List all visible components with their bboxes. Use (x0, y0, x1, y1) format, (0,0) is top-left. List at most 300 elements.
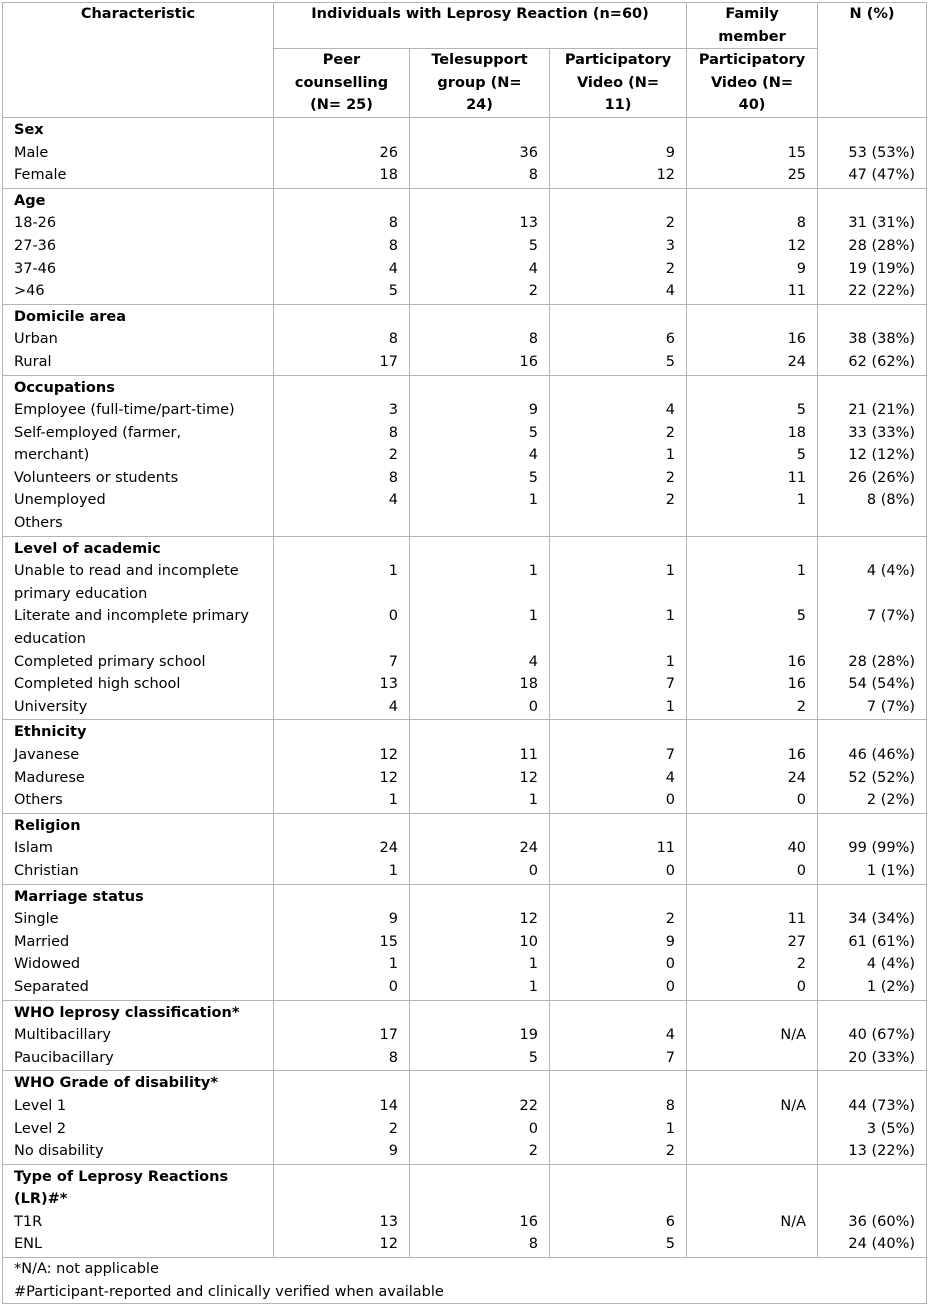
value: 7 (7%) (866, 698, 916, 715)
value: 0 (388, 608, 398, 625)
spacer (421, 1002, 538, 1025)
row-label: Literate and incomplete primary (14, 608, 249, 625)
footnote: *N/A: not applicable (14, 1261, 159, 1278)
header-participatory-video (550, 49, 687, 118)
value: 1 (528, 608, 538, 625)
section-9 (3, 1071, 927, 1164)
section-title: (LR)#* (14, 1191, 68, 1208)
spacer (561, 306, 675, 329)
value: 36 (60%) (848, 1213, 916, 1230)
telesupport-cell (410, 1071, 550, 1164)
characteristic-cell (3, 536, 274, 720)
spacer (698, 815, 806, 838)
value: 21 (21%) (848, 402, 916, 419)
value: 8 (528, 331, 538, 348)
spacer (829, 1002, 915, 1025)
value: 47 (47%) (848, 167, 916, 184)
spacer (829, 119, 915, 142)
n-pct-cell (818, 813, 927, 884)
row-label: Level 2 (14, 1120, 67, 1137)
row-label: Female (14, 167, 67, 184)
spacer (561, 1166, 675, 1189)
value: 33 (33%) (848, 424, 916, 441)
section-8 (3, 1000, 927, 1071)
value: 16 (519, 1213, 538, 1230)
n-pct-cell (818, 304, 927, 375)
spacer (285, 377, 398, 400)
value (561, 628, 675, 651)
value: 4 (4%) (866, 956, 916, 973)
spacer (698, 119, 806, 142)
section-0 (3, 117, 927, 188)
header-family-participatory-video (687, 49, 818, 118)
row-label: Paucibacillary (14, 1049, 114, 1066)
value: 6 (665, 1213, 676, 1230)
header-lr-group: Individuals with Leprosy Reaction (n=60) (274, 3, 687, 49)
spacer (421, 119, 538, 142)
value: 1 (796, 492, 807, 509)
participatory-video-cell (550, 1071, 687, 1164)
row-label: Completed high school (14, 676, 181, 693)
family-cell (687, 1164, 818, 1257)
value (829, 512, 915, 535)
value: 40 (67%) (848, 1027, 916, 1044)
characteristic-cell (3, 375, 274, 536)
spacer (829, 886, 915, 909)
characteristics-table (2, 2, 927, 1304)
row-label: merchant) (14, 447, 90, 464)
value: 1 (665, 698, 676, 715)
value: 9 (796, 260, 807, 277)
value: 36 (519, 144, 538, 161)
value: 22 (519, 1097, 538, 1114)
value: 1 (2%) (866, 978, 916, 995)
value: 2 (665, 1143, 676, 1160)
value (285, 512, 398, 535)
spacer (829, 1072, 915, 1095)
value (421, 583, 538, 606)
spacer (561, 377, 675, 400)
row-label: primary education (14, 585, 148, 602)
value: 4 (388, 260, 398, 277)
row-label: Unable to read and incomplete (14, 563, 239, 580)
value: 24 (519, 840, 538, 857)
row-label: Christian (14, 862, 79, 879)
value: 99 (99%) (848, 840, 916, 857)
value: 2 (665, 260, 676, 277)
row-label: Volunteers or students (14, 469, 179, 486)
value: N/A (780, 1027, 807, 1044)
section-10 (3, 1164, 927, 1257)
header-sub-text: Peer counselling (N= 25) (294, 52, 389, 114)
telesupport-cell (410, 117, 550, 188)
telesupport-cell (410, 1164, 550, 1257)
value: 2 (665, 424, 676, 441)
value: N/A (780, 1097, 807, 1114)
value: 1 (388, 862, 398, 879)
value: 16 (787, 331, 807, 348)
peer-counselling-cell (274, 188, 410, 304)
row-label: Unemployed (14, 492, 106, 509)
spacer (829, 538, 915, 561)
peer-counselling-cell (274, 536, 410, 720)
spacer (698, 1188, 806, 1211)
value: 1 (528, 978, 538, 995)
spacer (561, 190, 675, 213)
value: 44 (73%) (848, 1097, 916, 1114)
section-4 (3, 536, 927, 720)
value: 4 (665, 402, 676, 419)
value (698, 512, 806, 535)
value: N/A (780, 1213, 807, 1230)
row-label: Married (14, 933, 70, 950)
value: 9 (665, 933, 676, 950)
telesupport-cell (410, 720, 550, 813)
value: 5 (528, 469, 538, 486)
value: 31 (31%) (848, 215, 916, 232)
row-label: Urban (14, 331, 58, 348)
value: 19 (19%) (848, 260, 916, 277)
row-label: Widowed (14, 956, 81, 973)
value: 5 (665, 1236, 676, 1253)
value: 52 (52%) (848, 769, 916, 786)
spacer (698, 1072, 806, 1095)
section-1 (3, 188, 927, 304)
spacer (421, 886, 538, 909)
participatory-video-cell (550, 884, 687, 1000)
spacer (285, 119, 398, 142)
header-n-pct: N (%) (818, 3, 927, 118)
spacer (285, 886, 398, 909)
family-cell (687, 188, 818, 304)
value: 7 (388, 653, 398, 670)
value: 12 (519, 769, 538, 786)
value: 2 (528, 283, 538, 300)
n-pct-cell (818, 1000, 927, 1071)
peer-counselling-cell (274, 117, 410, 188)
value (561, 512, 675, 535)
spacer (561, 886, 675, 909)
characteristic-cell (3, 1000, 274, 1071)
header-telesupport (410, 49, 550, 118)
value: 11 (656, 840, 676, 857)
family-cell (687, 375, 818, 536)
characteristic-cell (3, 813, 274, 884)
participatory-video-cell (550, 188, 687, 304)
header-family-member-text: Family member (718, 6, 786, 45)
value (698, 1118, 806, 1141)
value: 0 (796, 862, 807, 879)
value: 5 (388, 283, 398, 300)
value: 8 (388, 1049, 398, 1066)
section-title: Sex (14, 121, 44, 138)
spacer (561, 1002, 675, 1025)
value: 8 (388, 331, 398, 348)
footnote: #Participant-reported and clinically verified when available (14, 1283, 444, 1300)
value (285, 628, 398, 651)
value (698, 1233, 806, 1256)
value: 5 (528, 1049, 538, 1066)
value: 18 (787, 424, 807, 441)
value: 1 (665, 563, 676, 580)
value (829, 628, 915, 651)
value: 27 (787, 933, 807, 950)
value (698, 1047, 806, 1070)
family-cell (687, 884, 818, 1000)
value: 7 (7%) (866, 608, 916, 625)
value: 38 (38%) (848, 331, 916, 348)
family-cell (687, 304, 818, 375)
value: 24 (787, 769, 807, 786)
characteristic-cell (3, 884, 274, 1000)
value: 1 (528, 956, 538, 973)
participatory-video-cell (550, 813, 687, 884)
value: 11 (787, 283, 807, 300)
value (421, 512, 538, 535)
value: 13 (22%) (848, 1143, 916, 1160)
family-cell (687, 1000, 818, 1071)
value (421, 628, 538, 651)
spacer (285, 815, 398, 838)
header-sub-text: Telesupport group (N= 24) (431, 52, 528, 114)
value: 1 (388, 956, 398, 973)
spacer (829, 815, 915, 838)
row-label: 18-26 (14, 215, 57, 232)
value (698, 1140, 806, 1163)
telesupport-cell (410, 304, 550, 375)
value: 26 (379, 144, 398, 161)
section-title: Type of Leprosy Reactions (14, 1168, 229, 1185)
value: 0 (665, 956, 676, 973)
row-label: No disability (14, 1143, 104, 1160)
value: 34 (34%) (848, 911, 916, 928)
spacer (561, 1188, 675, 1211)
value: 12 (379, 769, 398, 786)
spacer (421, 377, 538, 400)
spacer (285, 1072, 398, 1095)
value: 2 (665, 911, 676, 928)
value: 2 (388, 1120, 398, 1137)
value: 2 (665, 215, 676, 232)
row-label: 27-36 (14, 237, 57, 254)
spacer (285, 721, 398, 744)
telesupport-cell (410, 188, 550, 304)
value: 2 (665, 469, 676, 486)
value: 17 (379, 1027, 398, 1044)
value: 0 (528, 862, 538, 879)
peer-counselling-cell (274, 1071, 410, 1164)
value: 16 (787, 676, 807, 693)
section-title: Marriage status (14, 888, 144, 905)
peer-counselling-cell (274, 304, 410, 375)
section-title: Occupations (14, 379, 115, 396)
value (829, 583, 915, 606)
value: 2 (796, 698, 807, 715)
value: 8 (388, 215, 398, 232)
section-title: Domicile area (14, 308, 127, 325)
value: 12 (519, 911, 538, 928)
value: 5 (796, 447, 807, 464)
row-label: Completed primary school (14, 653, 206, 670)
value: 1 (665, 447, 676, 464)
value: 0 (528, 1120, 538, 1137)
value: 16 (519, 353, 538, 370)
value: 9 (528, 402, 538, 419)
value: 20 (33%) (848, 1049, 916, 1066)
header-sub-text: Participatory Video (N= 40) (698, 52, 806, 114)
value (698, 583, 806, 606)
value: 12 (656, 167, 676, 184)
row-label: Madurese (14, 769, 85, 786)
row-label: 37-46 (14, 260, 57, 277)
value: 1 (665, 608, 676, 625)
row-label: Single (14, 911, 59, 928)
value: 0 (388, 978, 398, 995)
value: 54 (54%) (848, 676, 916, 693)
value: 16 (787, 747, 807, 763)
value: 6 (665, 331, 676, 348)
characteristic-cell (3, 1071, 274, 1164)
row-label: education (14, 631, 86, 648)
participatory-video-cell (550, 117, 687, 188)
telesupport-cell (410, 1000, 550, 1071)
spacer (698, 1002, 806, 1025)
row-label: Others (14, 515, 63, 532)
value: 28 (28%) (848, 653, 916, 670)
section-3 (3, 375, 927, 536)
spacer (421, 1166, 538, 1189)
participatory-video-cell (550, 1000, 687, 1071)
value: 26 (26%) (848, 469, 916, 486)
spacer (561, 721, 675, 744)
value: 17 (379, 353, 398, 370)
value: 7 (665, 1049, 676, 1066)
peer-counselling-cell (274, 813, 410, 884)
value: 12 (379, 747, 398, 763)
row-label: Separated (14, 978, 89, 995)
value: 8 (796, 215, 807, 232)
n-pct-cell (818, 1164, 927, 1257)
spacer (698, 721, 806, 744)
telesupport-cell (410, 375, 550, 536)
spacer (829, 306, 915, 329)
telesupport-cell (410, 813, 550, 884)
value: 1 (1%) (866, 862, 916, 879)
value: 11 (787, 469, 807, 486)
telesupport-cell (410, 536, 550, 720)
value: 1 (388, 563, 398, 580)
value: 1 (665, 1120, 676, 1137)
value: 7 (665, 747, 676, 763)
n-pct-cell (818, 1071, 927, 1164)
value: 8 (528, 1236, 538, 1253)
value (698, 628, 806, 651)
value: 12 (12%) (848, 447, 916, 464)
value: 1 (388, 792, 398, 809)
spacer (829, 190, 915, 213)
value: 12 (787, 237, 807, 254)
value: 0 (796, 978, 807, 995)
value: 0 (796, 792, 807, 809)
section-2 (3, 304, 927, 375)
header-family-member (687, 3, 818, 49)
value: 24 (787, 353, 807, 370)
value: 4 (528, 447, 538, 464)
value: 11 (519, 747, 538, 763)
section-title: WHO Grade of disability* (14, 1075, 218, 1092)
value: 25 (787, 167, 807, 184)
n-pct-cell (818, 884, 927, 1000)
value: 5 (796, 402, 807, 419)
family-cell (687, 117, 818, 188)
value: 1 (528, 563, 538, 580)
n-pct-cell (818, 188, 927, 304)
value: 3 (388, 402, 398, 419)
value: 12 (379, 1236, 398, 1253)
spacer (421, 190, 538, 213)
value: 5 (796, 608, 807, 625)
value: 61 (61%) (848, 933, 916, 950)
participatory-video-cell (550, 1164, 687, 1257)
value: 3 (665, 237, 676, 254)
row-label: Javanese (14, 747, 80, 763)
row-label: Level 1 (14, 1097, 67, 1114)
value: 28 (28%) (848, 237, 916, 254)
header-characteristic: Characteristic (3, 3, 274, 118)
spacer (421, 815, 538, 838)
spacer (561, 119, 675, 142)
value: 1 (665, 653, 676, 670)
spacer (421, 1072, 538, 1095)
characteristic-cell (3, 188, 274, 304)
spacer (285, 1002, 398, 1025)
value: 24 (40%) (848, 1236, 916, 1253)
section-7 (3, 884, 927, 1000)
spacer (829, 721, 915, 744)
spacer (829, 1166, 915, 1189)
section-title: Level of academic (14, 540, 161, 557)
value: 10 (519, 933, 538, 950)
telesupport-cell (410, 884, 550, 1000)
spacer (829, 377, 915, 400)
row-label: >46 (14, 283, 45, 300)
spacer (421, 306, 538, 329)
spacer (285, 306, 398, 329)
spacer (421, 1188, 538, 1211)
value: 7 (665, 676, 676, 693)
section-title: Age (14, 192, 46, 209)
value: 9 (665, 144, 676, 161)
value: 19 (519, 1027, 538, 1044)
value: 8 (8%) (866, 492, 916, 509)
value: 18 (519, 676, 538, 693)
value: 0 (665, 862, 676, 879)
value: 3 (5%) (866, 1120, 916, 1137)
n-pct-cell (818, 117, 927, 188)
participatory-video-cell (550, 720, 687, 813)
value: 18 (379, 167, 398, 184)
value: 15 (787, 144, 807, 161)
spacer (698, 377, 806, 400)
value: 8 (388, 424, 398, 441)
value: 2 (665, 492, 676, 509)
value: 13 (379, 676, 398, 693)
header-sub-text: Participatory Video (N= 11) (564, 52, 672, 114)
value: 5 (665, 353, 676, 370)
value: 8 (528, 167, 538, 184)
characteristic-cell (3, 304, 274, 375)
spacer (285, 538, 398, 561)
